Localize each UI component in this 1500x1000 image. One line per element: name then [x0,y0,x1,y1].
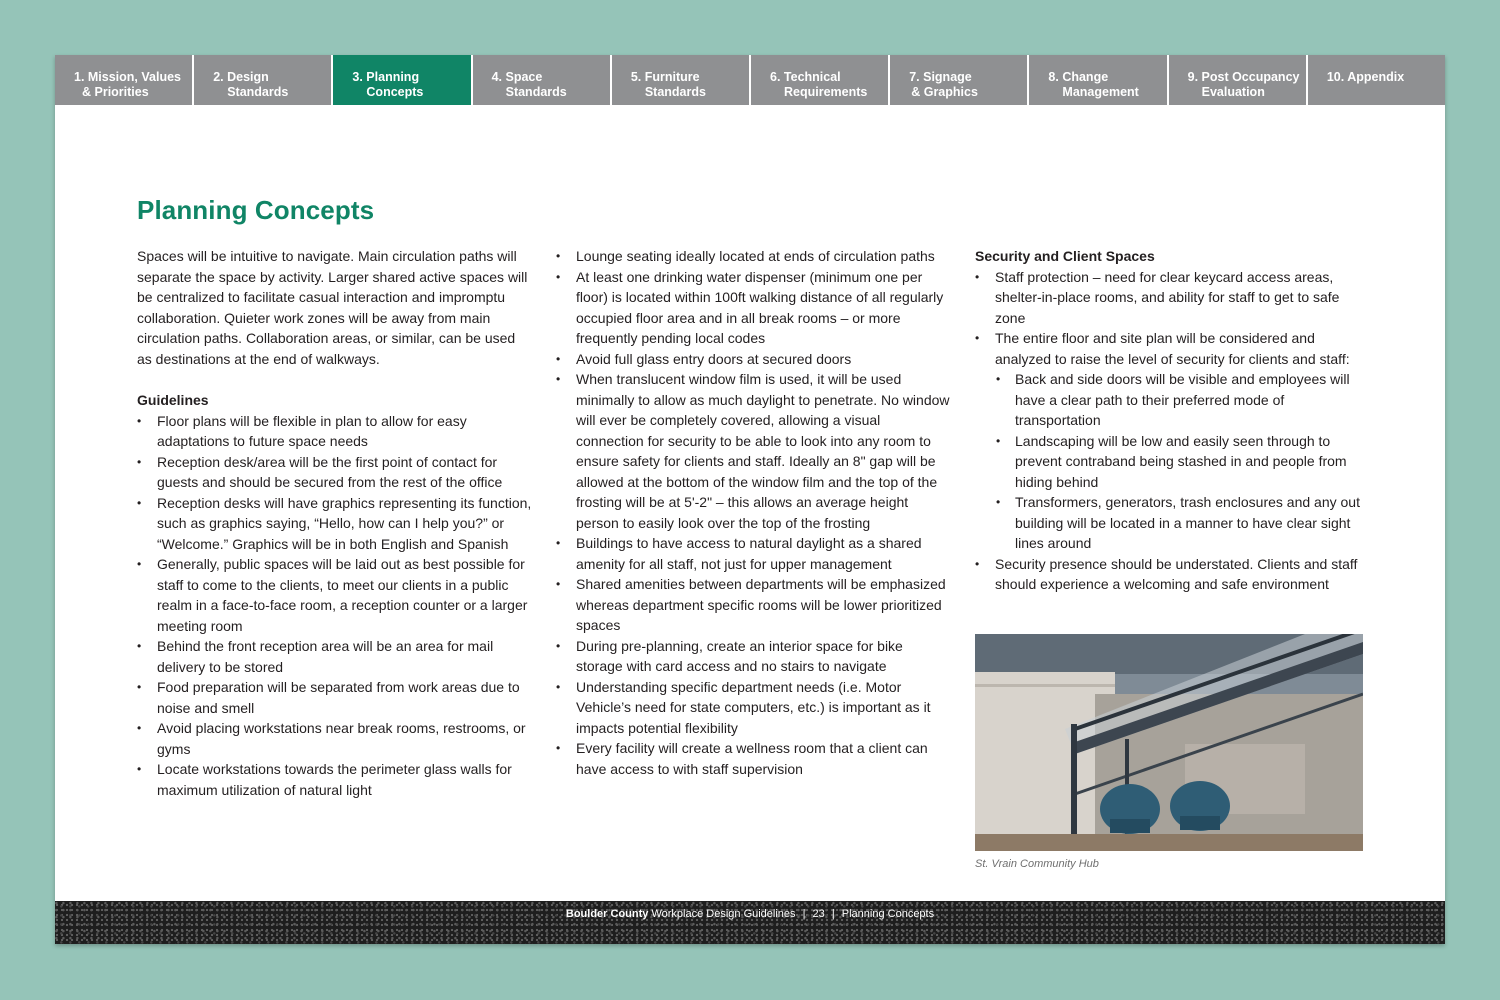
list-item: • During pre-planning, create an interior space for bike storage with card access and no stairs to navigate [556,636,950,677]
security-list-end [975,554,1369,595]
footer-section: Planning Concepts [841,908,935,920]
footer-page-number: 23 [812,908,825,920]
tab-line1: 9. Post Occupancy [1187,70,1300,84]
list-item: • When translucent window film is used, it will be used minimally to allow as much daylight to penetrate. No window will ever be completely covered, allowing a visual connection for security to be able to look into any room to ensure safety for clients and staff. Ideally an 8" gap will be allowed at the bottom of the window film and the top of the frosting will be at 5'-2" – this allows an average height person to easily look over the top of the frosting [556,369,950,533]
list-item: • Staff protection – need for clear keycard access areas, shelter-in-place rooms, and ability for staff to get to safe zone [975,267,1369,329]
tab-design-standards[interactable] [194,55,333,105]
security-heading: Security and Client Spaces [975,248,1155,264]
sub-list-item: • Transformers, generators, trash enclosures and any out building will be located in a manner to have clear sight lines around [975,492,1369,554]
page-footer [55,901,1445,944]
stairway-photo [975,634,1363,851]
footer-text [55,908,1445,920]
list-item [975,328,1369,369]
tab-space-standards[interactable] [473,55,612,105]
list-item: • Avoid placing workstations near break rooms, restrooms, or gyms [137,718,533,759]
list-item: • Floor plans will be flexible in plan to allow for easy adaptations to future space needs [137,411,533,452]
tab-mission-values[interactable] [55,55,194,105]
tab-signage-graphics[interactable] [890,55,1029,105]
tab-furniture-standards[interactable] [612,55,751,105]
list-item: • Every facility will create a wellness room that a client can have access to with staff supervision [556,738,950,779]
footer-separator: | [831,908,835,920]
tab-line2: & Priorities [82,85,149,99]
tab-line2: Requirements [784,85,868,99]
list-item: • Security presence should be understated. Clients and staff should experience a welcoming and safe environment [975,554,1369,595]
list-item: • Buildings to have access to natural daylight as a shared amenity for all staff, not just for upper management [556,533,950,574]
list-item: • Reception desks will have graphics representing its function, such as graphics saying, “Hello, how can I help you?” or “Welcome.” Graphics will be in both English and Spanish [137,493,533,555]
tab-change-management[interactable] [1029,55,1168,105]
list-item: • Behind the front reception area will be an area for mail delivery to be stored [137,636,533,677]
stairway-illustration [975,634,1363,851]
list-item: • Avoid full glass entry doors at secured doors [556,349,950,370]
tab-line2: Concepts [366,85,424,99]
list-item: • Reception desk/area will be the first point of contact for guests and should be secured from the rest of the office [137,452,533,493]
tab-appendix[interactable] [1308,55,1445,105]
tab-line2: Standards [644,85,706,99]
column-middle [556,246,950,779]
footer-brand: Boulder County [565,908,649,920]
tab-line1: 2. Design [213,70,269,84]
tab-line2: & Graphics [911,85,978,99]
tab-line2: Standards [227,85,289,99]
tab-line2: Evaluation [1201,85,1265,99]
footer-doc-title: Workplace Design Guidelines [651,908,796,920]
tab-planning-concepts[interactable] [333,55,472,105]
photo-caption: St. Vrain Community Hub [975,858,1099,870]
tab-line1: 8. Change [1048,70,1109,84]
intro-paragraph: Spaces will be intuitive to navigate. Main circulation paths will separate the space by activity. Larger shared active spaces will be centralized to facilitate casual interaction and impromptu collaboration. Quieter work zones will be away from main circulation paths. Collaboration areas, or similar, can be used as destinations at the end of walkways. [137,248,528,367]
guidelines-heading: Guidelines [137,392,209,408]
sub-list-item: • Back and side doors will be visible and employees will have a clear path to their preferred mode of transportation [975,369,1369,431]
tab-technical-requirements[interactable] [751,55,890,105]
sub-list-item: • Landscaping will be low and easily seen through to prevent contraband being stashed in and people from hiding behind [975,431,1369,493]
tab-line1: 4. Space [491,70,543,84]
chapter-tabs [55,55,1445,105]
list-item: • At least one drinking water dispenser (minimum one per floor) is located within 100ft walking distance of all regularly occupied floor area and in all break rooms – or more frequently pending local codes [556,267,950,349]
tab-line2: Management [1062,85,1139,99]
list-item: • Lounge seating ideally located at ends of circulation paths [556,246,950,267]
tab-line1: 3. Planning [352,70,420,84]
column-right [975,246,1369,595]
guidelines-list [137,411,533,801]
tab-line1: 6. Technical [770,70,841,84]
tab-line1: 5. Furniture [630,70,700,84]
security-list [975,267,1369,370]
list-item: • Understanding specific department needs (i.e. Motor Vehicle’s need for state computers, etc.) is important as it impacts potential flexibility [556,677,950,739]
security-sublist [975,369,1369,554]
tab-line1: 1. Mission, Values [74,70,181,84]
list-item-text: The entire floor and site plan will be considered and analyzed to raise the level of security for clients and staff: [995,330,1350,367]
footer-separator: | [802,908,806,920]
guidelines-list-continued [556,246,950,779]
tab-line2: Standards [505,85,567,99]
list-item: • Locate workstations towards the perimeter glass walls for maximum utilization of natural light [137,759,533,800]
list-item: • Generally, public spaces will be laid out as best possible for staff to come to the clients, to meet our clients in a public realm in a face-to-face room, a reception counter or a larger meeting room [137,554,533,636]
document-page [55,55,1445,944]
tab-line1: 7. Signage [909,70,972,84]
tab-line1: 10. Appendix [1326,70,1405,84]
page-title: Planning Concepts [137,195,375,225]
column-left [137,246,533,800]
tab-post-occupancy-evaluation[interactable] [1169,55,1308,105]
list-item: • Shared amenities between departments will be emphasized whereas department specific rooms will be lower prioritized spaces [556,574,950,636]
list-item: • Food preparation will be separated from work areas due to noise and smell [137,677,533,718]
